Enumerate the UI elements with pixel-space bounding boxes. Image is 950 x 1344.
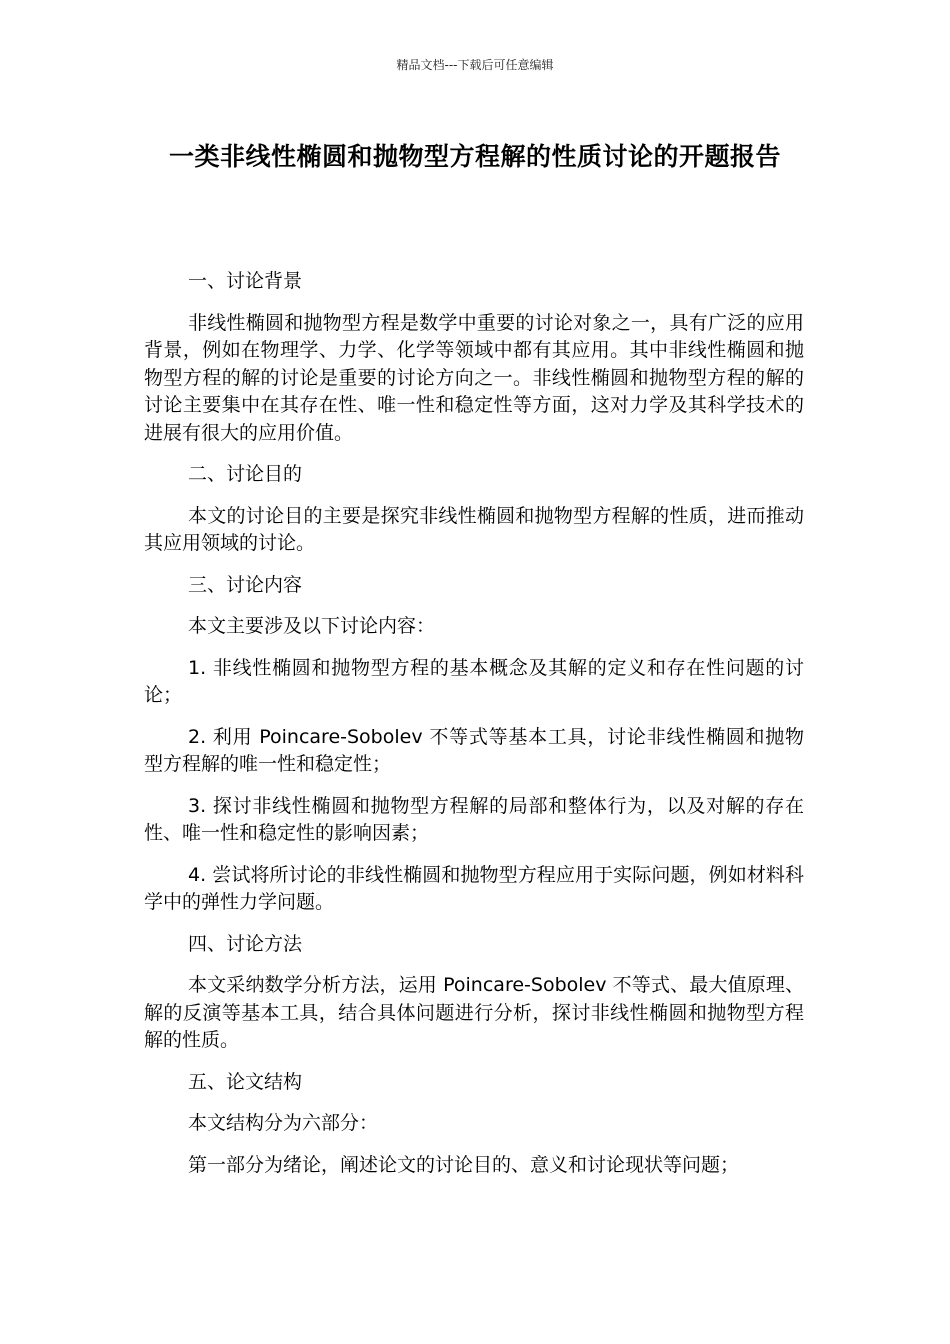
section-heading: 二、讨论目的 (188, 463, 303, 485)
document-body (144, 268, 804, 1193)
paragraph: 非线性椭圆和抛物型方程是数学中重要的讨论对象之一，具有广泛的应用背景，例如在物理学、力学、化学等领域中都有其应用。其中非线性椭圆和抛物型方程的解的讨论是重要的讨论方向之一。非线性椭圆和抛物型方程的解的讨论主要集中在其存在性、唯一性和稳定性等方面，这对力学及其科学技术的进展有很大的应用价值。 (144, 311, 804, 444)
paragraph: 第一部分为绪论，阐述论文的讨论目的、意义和讨论现状等问题； (188, 1153, 740, 1176)
list-item: 4. 尝试将所讨论的非线性椭圆和抛物型方程应用于实际问题，例如材料科学中的弹性力学问题。 (144, 863, 804, 913)
paragraph: 本文采纳数学分析方法，运用 Poincare-Sobolev 不等式、最大值原理、解的反演等基本工具，结合具体问题进行分析，探讨非线性椭圆和抛物型方程解的性质。 (144, 974, 804, 1051)
paragraph: 本文主要涉及以下讨论内容： (188, 615, 436, 637)
section-heading: 三、讨论内容 (188, 573, 303, 596)
list-item: 2. 利用 Poincare-Sobolev 不等式等基本工具，讨论非线性椭圆和抛物型方程解的唯一性和稳定性； (144, 725, 804, 775)
paragraph: 本文结构分为六部分： (188, 1112, 379, 1134)
list-item: 3. 探讨非线性椭圆和抛物型方程解的局部和整体行为，以及对解的存在性、唯一性和稳定性的影响因素； (144, 794, 804, 844)
list-item: 1. 非线性椭圆和抛物型方程的基本概念及其解的定义和存在性问题的讨论； (144, 656, 804, 706)
document-title: 一类非线性椭圆和抛物型方程解的性质讨论的开题报告 (168, 142, 781, 171)
paragraph: 本文的讨论目的主要是探究非线性椭圆和抛物型方程解的性质，进而推动其应用领域的讨论。 (144, 504, 804, 554)
section-heading: 四、讨论方法 (188, 932, 303, 955)
page-header: 精品文档---下载后可任意编辑 (396, 58, 554, 72)
section-heading: 一、讨论背景 (188, 270, 303, 292)
section-heading: 五、论文结构 (188, 1070, 303, 1093)
